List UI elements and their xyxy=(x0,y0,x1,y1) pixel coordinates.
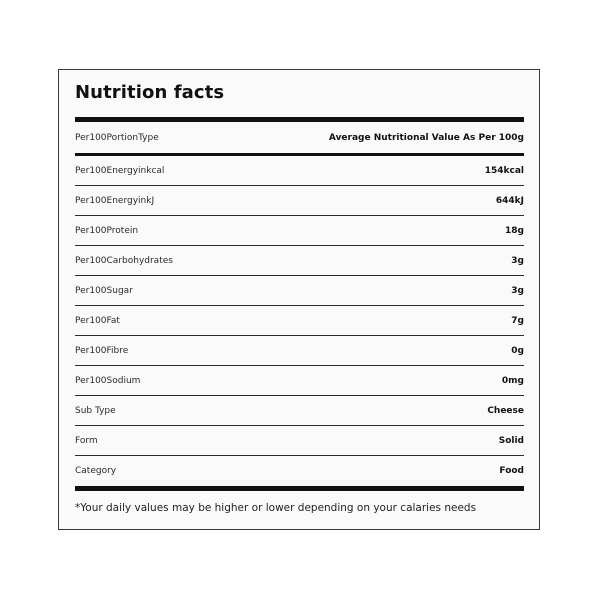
page-title: Nutrition facts xyxy=(75,82,225,103)
table-row xyxy=(75,246,524,276)
header-label: Per100PortionType xyxy=(75,132,159,143)
row-value: 154kcal xyxy=(484,165,524,176)
row-value: 0g xyxy=(511,345,524,356)
table-row xyxy=(75,276,524,306)
bottom-divider xyxy=(75,486,524,491)
row-value: Cheese xyxy=(487,405,524,416)
row-label: Sub Type xyxy=(75,405,116,416)
row-value: 3g xyxy=(511,285,524,296)
row-label: Category xyxy=(75,466,117,476)
header-value: Average Nutritional Value As Per 100g xyxy=(328,132,524,143)
row-label: Form xyxy=(75,435,98,446)
nutrition-facts-panel xyxy=(58,69,540,530)
row-value: 7g xyxy=(511,315,524,326)
row-label: Per100Energyinkcal xyxy=(75,165,165,176)
table-row xyxy=(75,396,524,426)
row-label: Per100Sugar xyxy=(75,285,133,296)
row-label: Per100Protein xyxy=(75,225,139,236)
row-label: Per100Carbohydrates xyxy=(75,255,173,266)
row-label: Per100Fat xyxy=(75,315,120,326)
row-value: 18g xyxy=(505,225,524,236)
table-row xyxy=(75,186,524,216)
table-row xyxy=(75,156,524,186)
row-value: Food xyxy=(499,466,524,476)
row-label: Per100Fibre xyxy=(75,345,129,356)
table-row xyxy=(75,456,524,486)
table-row xyxy=(75,336,524,366)
table-row xyxy=(75,216,524,246)
table-row xyxy=(75,306,524,336)
table-row xyxy=(75,366,524,396)
row-label: Per100Sodium xyxy=(75,375,141,386)
footnote: *Your daily values may be higher or lower depending on your calaries needs xyxy=(75,502,477,514)
row-value: Solid xyxy=(498,435,524,446)
table-row xyxy=(75,426,524,456)
row-label: Per100EnergyinkJ xyxy=(75,195,155,206)
row-value: 644kJ xyxy=(495,195,524,206)
row-value: 0mg xyxy=(501,375,524,386)
header-row xyxy=(75,122,524,153)
nutrition-table xyxy=(75,117,524,491)
row-value: 3g xyxy=(511,255,524,266)
